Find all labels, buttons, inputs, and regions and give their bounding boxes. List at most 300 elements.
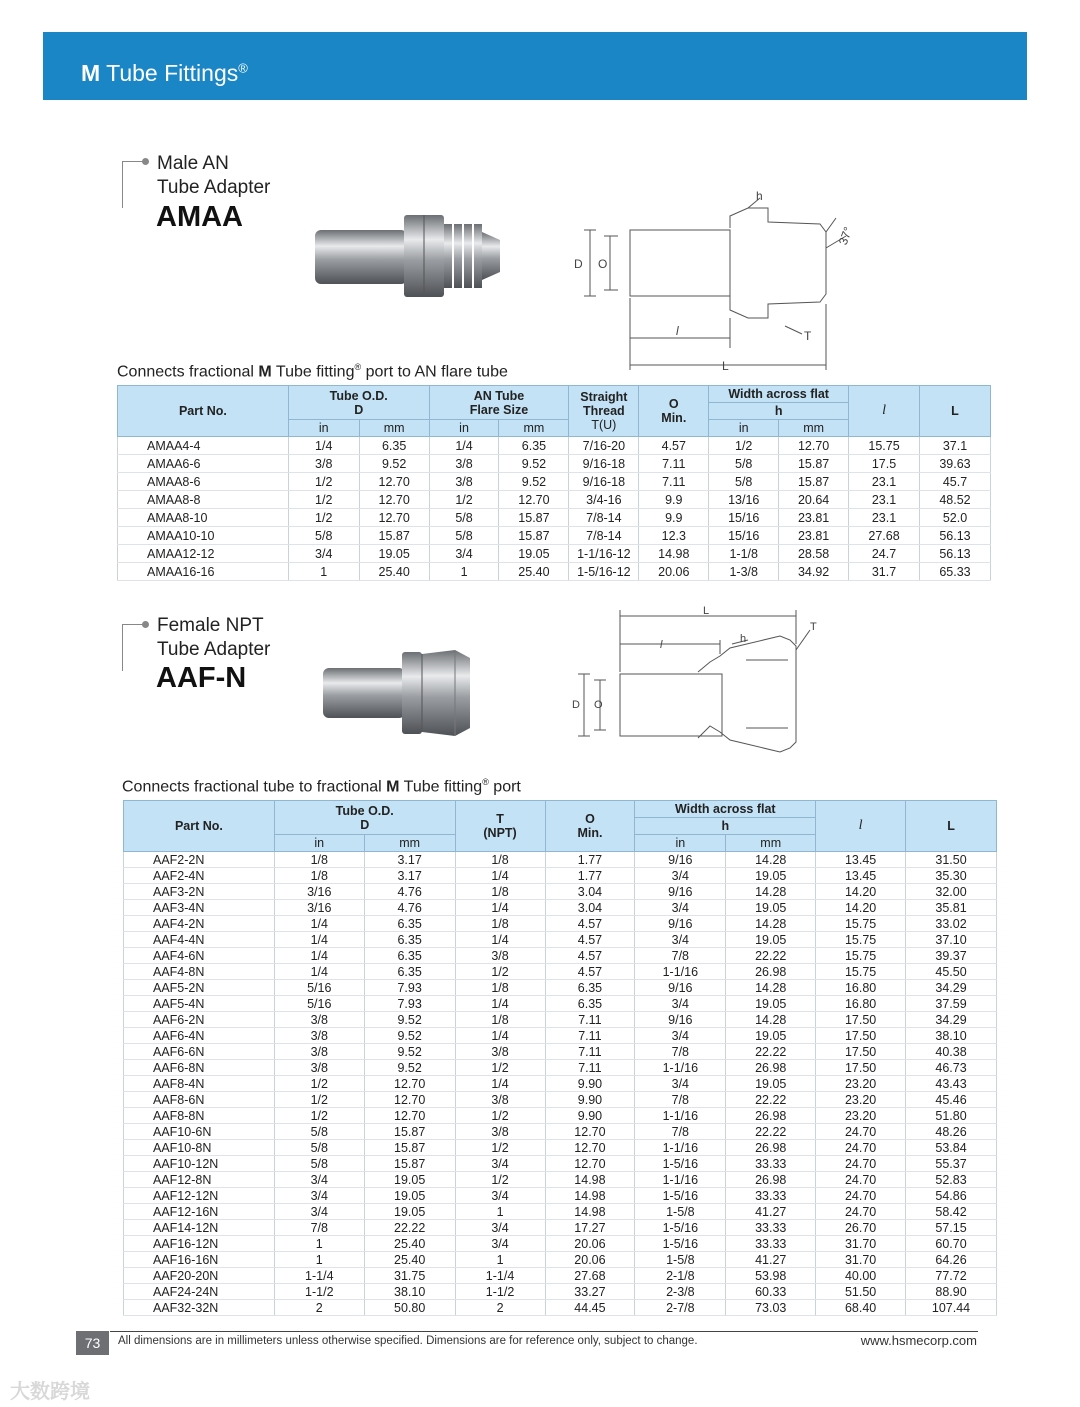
- table-cell: 9.52: [499, 455, 569, 473]
- header-title: M Tube Fittings®: [81, 60, 248, 86]
- watermark: 大数跨境: [10, 1381, 90, 1403]
- table-cell: 25.40: [359, 563, 429, 581]
- th-part-no: Part No.: [118, 386, 289, 437]
- table-cell: 14.28: [726, 884, 816, 900]
- table-row: [118, 509, 991, 527]
- table-cell: 45.46: [906, 1092, 997, 1108]
- part-number-cell: AMAA16-16: [118, 563, 289, 581]
- table-cell: 5/8: [429, 509, 499, 527]
- table-cell: 7.11: [639, 455, 709, 473]
- table-cell: 19.05: [359, 545, 429, 563]
- table-cell: 5/16: [274, 980, 364, 996]
- table-cell: 52.83: [906, 1172, 997, 1188]
- table-cell: 19.05: [726, 932, 816, 948]
- part-number-cell: AAF3-2N: [124, 884, 275, 900]
- table-cell: 53.98: [726, 1268, 816, 1284]
- th-tube-od: Tube O.D. D: [288, 386, 429, 420]
- table-cell: 12.70: [364, 1108, 455, 1124]
- page-header: [43, 32, 1027, 100]
- footer-disclaimer: All dimensions are in millimeters unless otherwise specified. Dimensions are for reference only, subject to change.: [118, 1335, 698, 1347]
- table-cell: 26.98: [726, 1140, 816, 1156]
- table-cell: 39.37: [906, 948, 997, 964]
- table-cell: 5/8: [709, 473, 779, 491]
- aafn-label-h: h: [740, 633, 747, 645]
- th-mm: mm: [499, 420, 569, 437]
- amaa-table-body: [118, 437, 991, 581]
- table-cell: 3/8: [429, 473, 499, 491]
- table-cell: 19.05: [499, 545, 569, 563]
- table-cell: 9/16: [635, 1012, 726, 1028]
- part-number-cell: AAF4-2N: [124, 916, 275, 932]
- table-cell: 19.05: [364, 1204, 455, 1220]
- footer-website-link[interactable]: www.hsmecorp.com: [860, 1333, 977, 1348]
- part-number-cell: AAF4-8N: [124, 964, 275, 980]
- table-cell: 2-7/8: [635, 1300, 726, 1316]
- table-row: [118, 437, 991, 455]
- table-cell: 15.75: [816, 964, 906, 980]
- table-cell: 55.37: [906, 1156, 997, 1172]
- table-cell: 60.70: [906, 1236, 997, 1252]
- table-cell: 5/8: [274, 1140, 364, 1156]
- th-in: in: [429, 420, 499, 437]
- table-cell: 19.05: [364, 1188, 455, 1204]
- table-cell: 3/8: [455, 948, 545, 964]
- table-cell: 7.11: [545, 1044, 635, 1060]
- table-cell: 7/8: [635, 1092, 726, 1108]
- table-cell: 9/16: [635, 916, 726, 932]
- table-cell: 1/4: [455, 996, 545, 1012]
- section1-label-2: Tube Adapter: [157, 177, 271, 198]
- table-row: [124, 900, 997, 916]
- part-number-cell: AMAA12-12: [118, 545, 289, 563]
- table-cell: 7.93: [364, 980, 455, 996]
- section2-bracket: [122, 624, 145, 671]
- table-cell: 56.13: [919, 527, 990, 545]
- table-cell: 23.1: [849, 509, 920, 527]
- table-cell: 1/2: [455, 1140, 545, 1156]
- part-number-cell: AMAA4-4: [118, 437, 289, 455]
- table-cell: 68.40: [816, 1300, 906, 1316]
- table-cell: 25.40: [364, 1236, 455, 1252]
- table-cell: 14.98: [545, 1188, 635, 1204]
- th-mm: mm: [359, 420, 429, 437]
- table-cell: 1/8: [455, 1012, 545, 1028]
- table-cell: 1/8: [455, 980, 545, 996]
- table-cell: 23.20: [816, 1076, 906, 1092]
- table-cell: 3/4: [455, 1188, 545, 1204]
- table-cell: 15.87: [364, 1124, 455, 1140]
- part-number-cell: AAF2-4N: [124, 868, 275, 884]
- table-cell: 15.87: [779, 473, 849, 491]
- table-row: [124, 1092, 997, 1108]
- section1-caption: Connects fractional M Tube fitting® port to AN flare tube: [117, 362, 508, 381]
- table-cell: 1-1/16-12: [569, 545, 639, 563]
- table-row: [124, 980, 997, 996]
- th-h: h: [635, 818, 816, 835]
- table-cell: 15.87: [364, 1140, 455, 1156]
- table-cell: 24.70: [816, 1204, 906, 1220]
- table-cell: 1/4: [455, 1028, 545, 1044]
- table-row: [124, 884, 997, 900]
- section2-label-2: Tube Adapter: [157, 639, 271, 660]
- table-cell: 3/4: [274, 1204, 364, 1220]
- table-row: [124, 1124, 997, 1140]
- table-cell: 1/8: [274, 852, 364, 868]
- table-cell: 24.70: [816, 1156, 906, 1172]
- table-cell: 9.90: [545, 1108, 635, 1124]
- table-cell: 1/4: [429, 437, 499, 455]
- table-cell: 33.33: [726, 1156, 816, 1172]
- th-h: h: [709, 403, 849, 420]
- table-cell: 31.50: [906, 852, 997, 868]
- table-row: [124, 948, 997, 964]
- table-cell: 15.75: [816, 932, 906, 948]
- table-cell: 1/2: [455, 964, 545, 980]
- amaa-dimensions-table: [117, 385, 991, 581]
- table-cell: 1/8: [455, 852, 545, 868]
- table-row: [124, 1140, 997, 1156]
- table-cell: 26.70: [816, 1220, 906, 1236]
- table-cell: 24.70: [816, 1172, 906, 1188]
- table-cell: 33.33: [726, 1236, 816, 1252]
- table-cell: 54.86: [906, 1188, 997, 1204]
- table-cell: 15.87: [499, 527, 569, 545]
- table-cell: 20.06: [545, 1236, 635, 1252]
- table-cell: 3/4: [455, 1220, 545, 1236]
- table-cell: 5/8: [274, 1156, 364, 1172]
- table-cell: 7/8-14: [569, 527, 639, 545]
- part-number-cell: AMAA8-6: [118, 473, 289, 491]
- table-cell: 3/8: [274, 1012, 364, 1028]
- table-cell: 6.35: [499, 437, 569, 455]
- table-cell: 4.57: [545, 916, 635, 932]
- table-cell: 1-1/4: [274, 1268, 364, 1284]
- table-cell: 15.75: [816, 916, 906, 932]
- part-number-cell: AAF8-6N: [124, 1092, 275, 1108]
- table-cell: 48.26: [906, 1124, 997, 1140]
- table-cell: 3/4: [429, 545, 499, 563]
- table-cell: 3/4: [635, 900, 726, 916]
- aafn-label-o: O: [594, 699, 603, 711]
- table-cell: 9.90: [545, 1092, 635, 1108]
- table-cell: 12.70: [779, 437, 849, 455]
- table-cell: 26.98: [726, 1108, 816, 1124]
- part-number-cell: AAF5-4N: [124, 996, 275, 1012]
- table-cell: 24.70: [816, 1140, 906, 1156]
- table-cell: 1/4: [455, 868, 545, 884]
- table-cell: 40.00: [816, 1268, 906, 1284]
- aafn-product-image: [320, 648, 475, 740]
- part-number-cell: AAF4-4N: [124, 932, 275, 948]
- table-row: [124, 1108, 997, 1124]
- table-cell: 12.70: [545, 1156, 635, 1172]
- table-row: [124, 1284, 997, 1300]
- part-number-cell: AAF20-20N: [124, 1268, 275, 1284]
- part-number-cell: AAF6-8N: [124, 1060, 275, 1076]
- table-row: [124, 1220, 997, 1236]
- table-cell: 3/4: [274, 1172, 364, 1188]
- table-cell: 3/16: [274, 900, 364, 916]
- table-cell: 12.70: [499, 491, 569, 509]
- table-cell: 22.22: [726, 948, 816, 964]
- table-cell: 3/4: [635, 996, 726, 1012]
- table-cell: 7/8: [274, 1220, 364, 1236]
- aafn-technical-drawing: [570, 600, 830, 760]
- table-cell: 15/16: [709, 509, 779, 527]
- part-number-cell: AMAA8-8: [118, 491, 289, 509]
- table-cell: 1/4: [274, 948, 364, 964]
- table-row: [124, 1204, 997, 1220]
- table-cell: 24.70: [816, 1124, 906, 1140]
- table-cell: 6.35: [364, 964, 455, 980]
- table-cell: 1-5/16: [635, 1220, 726, 1236]
- table-cell: 41.27: [726, 1204, 816, 1220]
- table-cell: 1/2: [455, 1172, 545, 1188]
- table-cell: 88.90: [906, 1284, 997, 1300]
- table-cell: 12.70: [364, 1076, 455, 1092]
- table-cell: 3/16: [274, 884, 364, 900]
- part-number-cell: AAF12-16N: [124, 1204, 275, 1220]
- table-cell: 107.44: [906, 1300, 997, 1316]
- table-cell: 23.81: [779, 509, 849, 527]
- table-cell: 64.26: [906, 1252, 997, 1268]
- table-cell: 9.90: [545, 1076, 635, 1092]
- table-cell: 4.57: [545, 948, 635, 964]
- table-row: [124, 932, 997, 948]
- table-row: [124, 996, 997, 1012]
- table-cell: 33.33: [726, 1220, 816, 1236]
- table-cell: 1: [429, 563, 499, 581]
- table-cell: 4.57: [545, 964, 635, 980]
- table-cell: 1/4: [455, 900, 545, 916]
- table-cell: 26.98: [726, 1172, 816, 1188]
- table-cell: 7.11: [545, 1028, 635, 1044]
- table-cell: 9.52: [364, 1044, 455, 1060]
- table-cell: 6.35: [359, 437, 429, 455]
- part-number-cell: AAF16-16N: [124, 1252, 275, 1268]
- amaa-label-bigl: L: [722, 359, 729, 373]
- table-cell: 6.35: [545, 980, 635, 996]
- part-number-cell: AMAA10-10: [118, 527, 289, 545]
- table-cell: 17.27: [545, 1220, 635, 1236]
- amaa-product-image: [312, 210, 502, 300]
- table-cell: 7.93: [364, 996, 455, 1012]
- part-number-cell: AMAA8-10: [118, 509, 289, 527]
- table-cell: 3/4: [635, 868, 726, 884]
- table-cell: 7.11: [639, 473, 709, 491]
- table-cell: 23.1: [849, 473, 920, 491]
- aafn-table-body: [124, 852, 997, 1316]
- table-cell: 28.58: [779, 545, 849, 563]
- part-number-cell: AAF32-32N: [124, 1300, 275, 1316]
- table-cell: 9.52: [364, 1060, 455, 1076]
- table-cell: 6.35: [364, 916, 455, 932]
- section2-caption: Connects fractional tube to fractional M Tube fitting® port: [122, 777, 521, 796]
- table-row: [124, 1188, 997, 1204]
- section1-label-1: Male AN: [157, 153, 229, 174]
- th-mm: mm: [779, 420, 849, 437]
- table-cell: 1-1/4: [455, 1268, 545, 1284]
- table-cell: 1/4: [274, 916, 364, 932]
- table-cell: 2-1/8: [635, 1268, 726, 1284]
- part-number-cell: AAF8-8N: [124, 1108, 275, 1124]
- table-cell: 1/2: [274, 1076, 364, 1092]
- aafn-label-t: T: [810, 621, 817, 633]
- table-cell: 3/8: [288, 455, 359, 473]
- part-number-cell: AAF16-12N: [124, 1236, 275, 1252]
- th-mm: mm: [364, 835, 455, 852]
- table-row: [124, 868, 997, 884]
- table-cell: 26.98: [726, 1060, 816, 1076]
- table-cell: 17.50: [816, 1012, 906, 1028]
- table-cell: 9/16-18: [569, 473, 639, 491]
- th-o-min: O Min.: [545, 801, 635, 852]
- table-cell: 13/16: [709, 491, 779, 509]
- table-cell: 2: [274, 1300, 364, 1316]
- th-straight-thread: Straight Thread T(U): [569, 386, 639, 437]
- table-cell: 1/4: [274, 932, 364, 948]
- table-row: [124, 852, 997, 868]
- table-cell: 19.05: [726, 996, 816, 1012]
- th-in: in: [288, 420, 359, 437]
- table-cell: 1/8: [274, 868, 364, 884]
- table-cell: 15.87: [779, 455, 849, 473]
- table-cell: 19.05: [726, 900, 816, 916]
- table-cell: 17.50: [816, 1060, 906, 1076]
- table-cell: 13.45: [816, 868, 906, 884]
- table-cell: 12.3: [639, 527, 709, 545]
- table-cell: 33.33: [726, 1188, 816, 1204]
- th-width-across-flat: Width across flat: [709, 386, 849, 403]
- table-cell: 45.50: [906, 964, 997, 980]
- table-cell: 44.45: [545, 1300, 635, 1316]
- table-row: [118, 563, 991, 581]
- table-cell: 4.76: [364, 900, 455, 916]
- table-cell: 1-3/8: [709, 563, 779, 581]
- table-cell: 24.7: [849, 545, 920, 563]
- th-an-tube: AN Tube Flare Size: [429, 386, 569, 420]
- table-cell: 9.9: [639, 509, 709, 527]
- part-number-cell: AAF12-12N: [124, 1188, 275, 1204]
- table-cell: 3/4: [635, 1028, 726, 1044]
- table-cell: 1/4: [455, 1076, 545, 1092]
- table-cell: 12.70: [545, 1140, 635, 1156]
- table-cell: 1-5/16: [635, 1188, 726, 1204]
- table-cell: 51.80: [906, 1108, 997, 1124]
- table-cell: 19.05: [726, 1076, 816, 1092]
- table-cell: 9/16: [635, 852, 726, 868]
- th-width-across-flat: Width across flat: [635, 801, 816, 818]
- th-in: in: [635, 835, 726, 852]
- th-t-npt: T (NPT): [455, 801, 545, 852]
- table-cell: 13.45: [816, 852, 906, 868]
- table-cell: 3/4: [274, 1188, 364, 1204]
- table-row: [124, 916, 997, 932]
- table-cell: 45.7: [919, 473, 990, 491]
- table-cell: 1: [288, 563, 359, 581]
- table-cell: 1-5/8: [635, 1252, 726, 1268]
- part-number-cell: AMAA6-6: [118, 455, 289, 473]
- table-cell: 40.38: [906, 1044, 997, 1060]
- table-cell: 65.33: [919, 563, 990, 581]
- table-cell: 1/8: [455, 884, 545, 900]
- table-cell: 22.22: [726, 1124, 816, 1140]
- table-cell: 46.73: [906, 1060, 997, 1076]
- table-cell: 34.29: [906, 1012, 997, 1028]
- table-cell: 57.15: [906, 1220, 997, 1236]
- table-cell: 3/4: [455, 1236, 545, 1252]
- table-cell: 31.75: [364, 1268, 455, 1284]
- table-cell: 60.33: [726, 1284, 816, 1300]
- table-cell: 5/8: [429, 527, 499, 545]
- table-cell: 1/2: [274, 1092, 364, 1108]
- aafn-label-bigl: L: [703, 605, 710, 617]
- table-cell: 23.20: [816, 1092, 906, 1108]
- table-cell: 14.98: [545, 1172, 635, 1188]
- table-cell: 15.87: [359, 527, 429, 545]
- table-cell: 1/2: [288, 473, 359, 491]
- section1-bracket: [122, 161, 145, 208]
- table-cell: 22.22: [726, 1044, 816, 1060]
- table-cell: 1-1/2: [274, 1284, 364, 1300]
- table-cell: 9.52: [364, 1028, 455, 1044]
- table-cell: 20.06: [639, 563, 709, 581]
- table-cell: 7/8-14: [569, 509, 639, 527]
- section1-code: AMAA: [156, 201, 243, 233]
- section2-code: AAF-N: [156, 662, 247, 694]
- table-cell: 77.72: [906, 1268, 997, 1284]
- table-cell: 1: [274, 1252, 364, 1268]
- part-number-cell: AAF3-4N: [124, 900, 275, 916]
- table-cell: 3/4: [635, 1076, 726, 1092]
- table-cell: 22.22: [726, 1092, 816, 1108]
- table-cell: 5/8: [709, 455, 779, 473]
- table-cell: 5/8: [288, 527, 359, 545]
- table-cell: 1/2: [455, 1060, 545, 1076]
- table-cell: 1: [455, 1252, 545, 1268]
- table-cell: 1: [274, 1236, 364, 1252]
- table-cell: 3.17: [364, 852, 455, 868]
- table-cell: 1-5/8: [635, 1204, 726, 1220]
- table-row: [124, 1028, 997, 1044]
- table-cell: 15.87: [499, 509, 569, 527]
- table-cell: 14.28: [726, 916, 816, 932]
- table-cell: 14.20: [816, 900, 906, 916]
- table-cell: 4.76: [364, 884, 455, 900]
- table-cell: 5/16: [274, 996, 364, 1012]
- table-cell: 1-1/2: [455, 1284, 545, 1300]
- table-cell: 48.52: [919, 491, 990, 509]
- part-number-cell: AAF12-8N: [124, 1172, 275, 1188]
- table-cell: 7.11: [545, 1060, 635, 1076]
- amaa-label-l: l: [676, 324, 679, 338]
- table-cell: 17.50: [816, 1044, 906, 1060]
- table-row: [124, 1172, 997, 1188]
- part-number-cell: AAF6-6N: [124, 1044, 275, 1060]
- table-cell: 26.98: [726, 964, 816, 980]
- table-cell: 27.68: [849, 527, 920, 545]
- table-cell: 15/16: [709, 527, 779, 545]
- table-cell: 1/4: [274, 964, 364, 980]
- part-number-cell: AAF10-12N: [124, 1156, 275, 1172]
- table-cell: 1-1/16: [635, 1172, 726, 1188]
- table-cell: 1.77: [545, 852, 635, 868]
- table-cell: 1/2: [288, 491, 359, 509]
- amaa-label-d: D: [574, 257, 583, 271]
- table-cell: 37.10: [906, 932, 997, 948]
- table-cell: 38.10: [906, 1028, 997, 1044]
- page-number: 73: [76, 1331, 109, 1355]
